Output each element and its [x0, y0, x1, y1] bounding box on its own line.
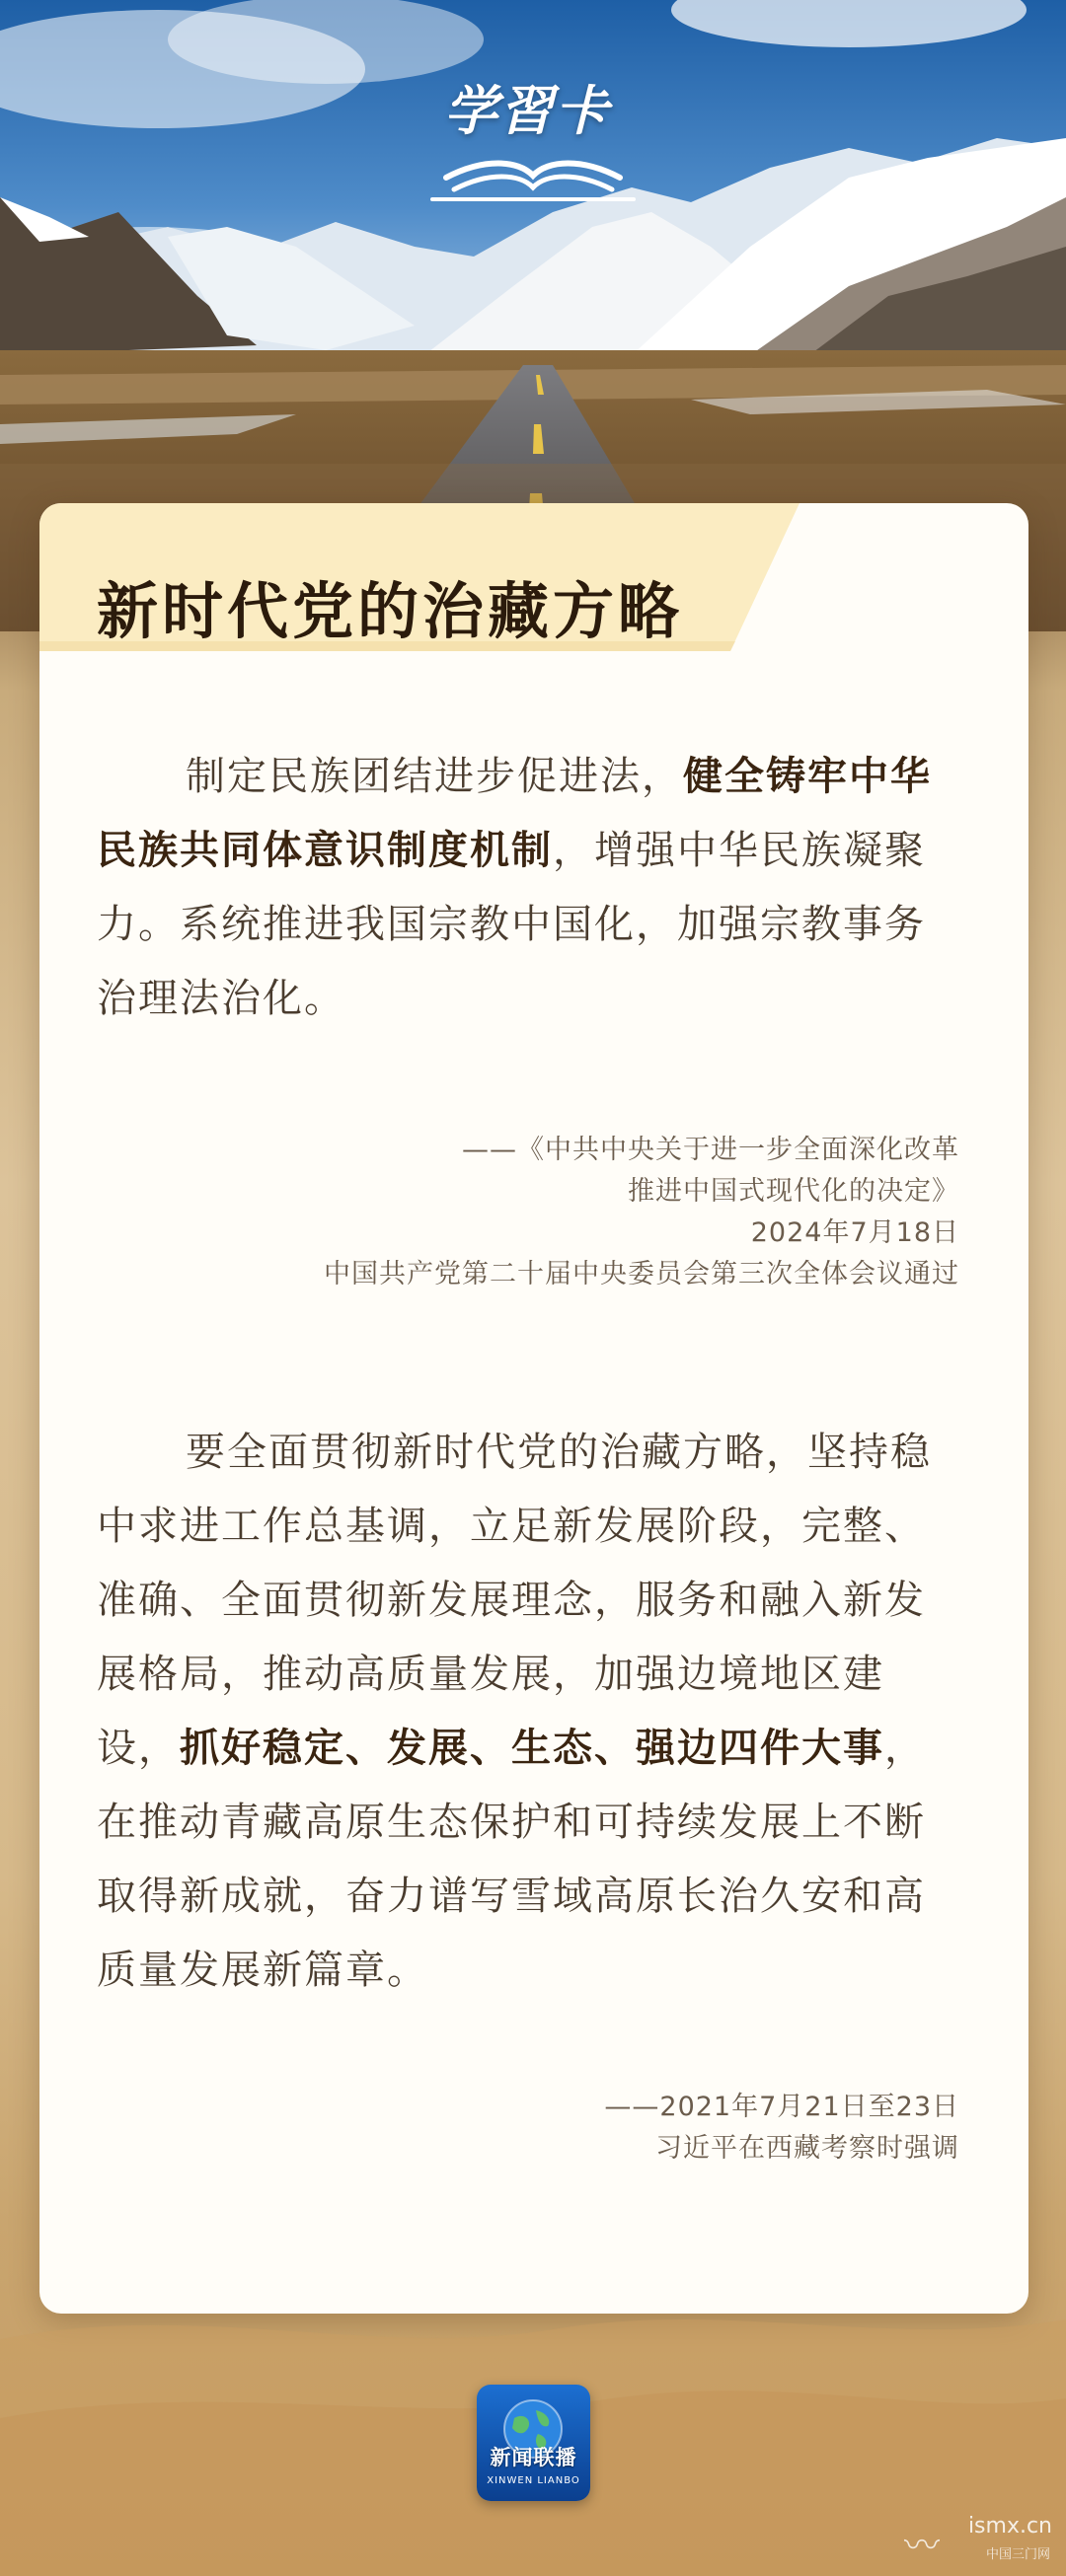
quote-2-source-line: 习近平在西藏考察时强调 [655, 2133, 959, 2164]
quote-1-source-line: 推进中国式现代化的决定》 [628, 1176, 959, 1207]
quote-1-source-line: ——《中共中央关于进一步全面深化改革 [462, 1135, 959, 1165]
quote-2-part-b: ，在推动青藏高原生态保护和可持续发展上不断取得新成就，奋力谱写雪域高原长治久安和高质量发展新篇章。 [97, 1726, 926, 1993]
quote-1-bold: 健全铸牢中华民族共同体意识制度机制 [97, 754, 932, 873]
study-card-logo [424, 69, 642, 207]
quote-1-text [97, 740, 965, 1036]
logo-text: 学習卡 [444, 79, 610, 142]
xinwen-lianbo-logo [477, 2385, 590, 2501]
card-title: 新时代党的治藏方略 [97, 575, 684, 647]
quote-2-part-a: 要全面贯彻新时代党的治藏方略，坚持稳中求进工作总基调，立足新发展阶段，完整、准确、全面贯彻新发展理念，服务和融入新发展格局，推动高质量发展，加强边境地区建设， [97, 1430, 932, 1771]
watermark-swirl-icon: 〰 [904, 2526, 941, 2566]
content-card [39, 503, 1028, 2314]
quote-2-text [97, 1416, 965, 2008]
quote-1-source-line: 中国共产党第二十届中央委员会第三次全体会议通过 [324, 1259, 959, 1289]
watermark-subtext: 中国三门网 [985, 2547, 1050, 2562]
quote-1-part-b: ，增强中华民族凝聚力。系统推进我国宗教中国化，加强宗教事务治理法治化。 [97, 828, 926, 1021]
quote-1-part-a: 制定民族团结进步促进法， [186, 754, 683, 799]
watermark-text: ismx.cn [967, 2514, 1052, 2539]
quote-1-source-date: 2024年7月18日 [750, 1217, 959, 1248]
quote-2-source-date: ——2021年7月21日至23日 [604, 2092, 959, 2122]
emblem-label: 新闻联播 [490, 2446, 577, 2469]
quote-2-source [604, 2087, 959, 2170]
quote-2-bold: 抓好稳定、发展、生态、强边四件大事 [180, 1726, 884, 1771]
open-book-icon [424, 69, 642, 207]
watermark [904, 2514, 1052, 2569]
emblem-sublabel: XINWEN LIANBO [487, 2475, 580, 2486]
quote-1-source [324, 1130, 959, 1295]
